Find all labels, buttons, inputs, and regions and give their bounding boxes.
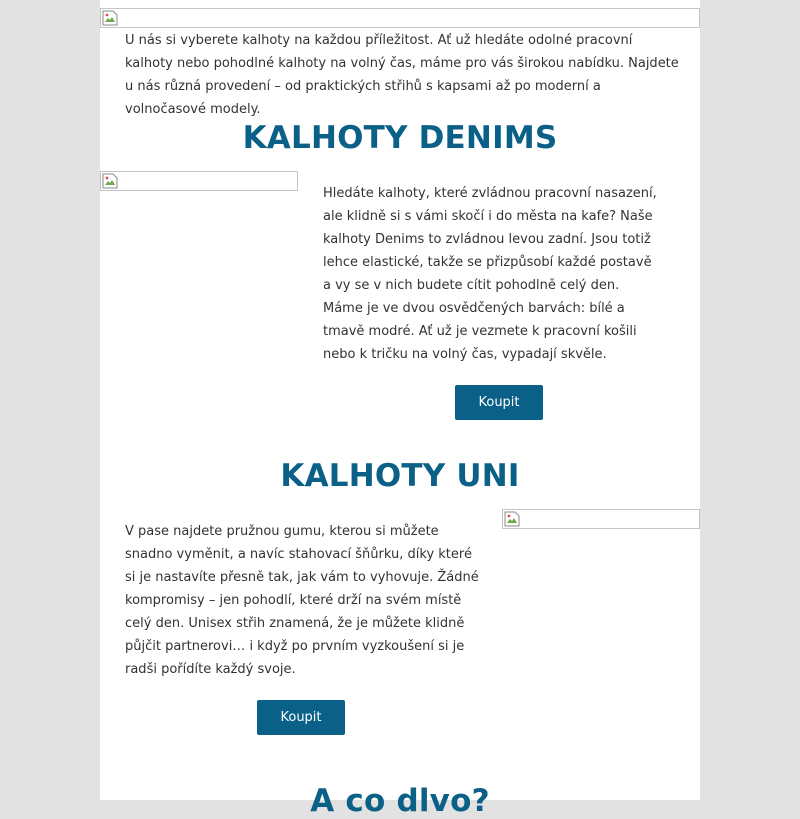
buy-denims-button[interactable]: Koupit <box>455 385 543 420</box>
email-content-panel <box>100 0 700 819</box>
section-heading-denims: KALHOTY DENIMS <box>242 120 558 156</box>
intro-paragraph: U nás si vyberete kalhoty na každou příležitost. Ať už hledáte odolné pracovní kalhoty nebo pohodlné kalhoty na volný čas, máme pro vás širokou nabídku. Najdete u nás různá provedení – od praktických střihů s kapsami až po moderní a volnočasové modely. <box>125 33 679 117</box>
broken-image-icon <box>102 173 118 189</box>
section-heading-uni: KALHOTY UNI <box>280 458 520 494</box>
denims-description: Hledáte kalhoty, které zvládnou pracovní nasazení, ale klidně si s vámi skočí i do města na kafe? Naše kalhoty Denims to zvládnou levou zadní. Jsou totiž lehce elastické, takže se přizpůsobí každé postavě a vy se v nich budete cítit pohodlně celý den. Máme je ve dvou osvědčených barvách: bílé a tmavě modré. Ať už je vezmete k pracovní košili nebo k tričku na volný čas, vypadají skvěle. <box>323 186 657 362</box>
broken-image-icon <box>102 10 118 26</box>
denims-product-image <box>100 171 298 191</box>
banner-image <box>100 8 700 28</box>
broken-image-icon <box>504 511 520 527</box>
section-heading-other: A co dlvo? <box>310 783 490 819</box>
uni-description: V pase najdete pružnou gumu, kterou si můžete snadno vyměnit, a navíc stahovací šňůrku, díky které si je nastavíte přesně tak, jak vám to vyhovuje. Žádné kompromisy – jen pohodlí, které drží na svém místě celý den. Unisex střih znamená, že je můžete klidně půjčit partnerovi… i když po prvním vyzkoušení si je radši pořídíte každý svoje. <box>125 524 479 677</box>
buy-uni-button[interactable]: Koupit <box>257 700 345 735</box>
uni-product-image <box>502 509 700 529</box>
